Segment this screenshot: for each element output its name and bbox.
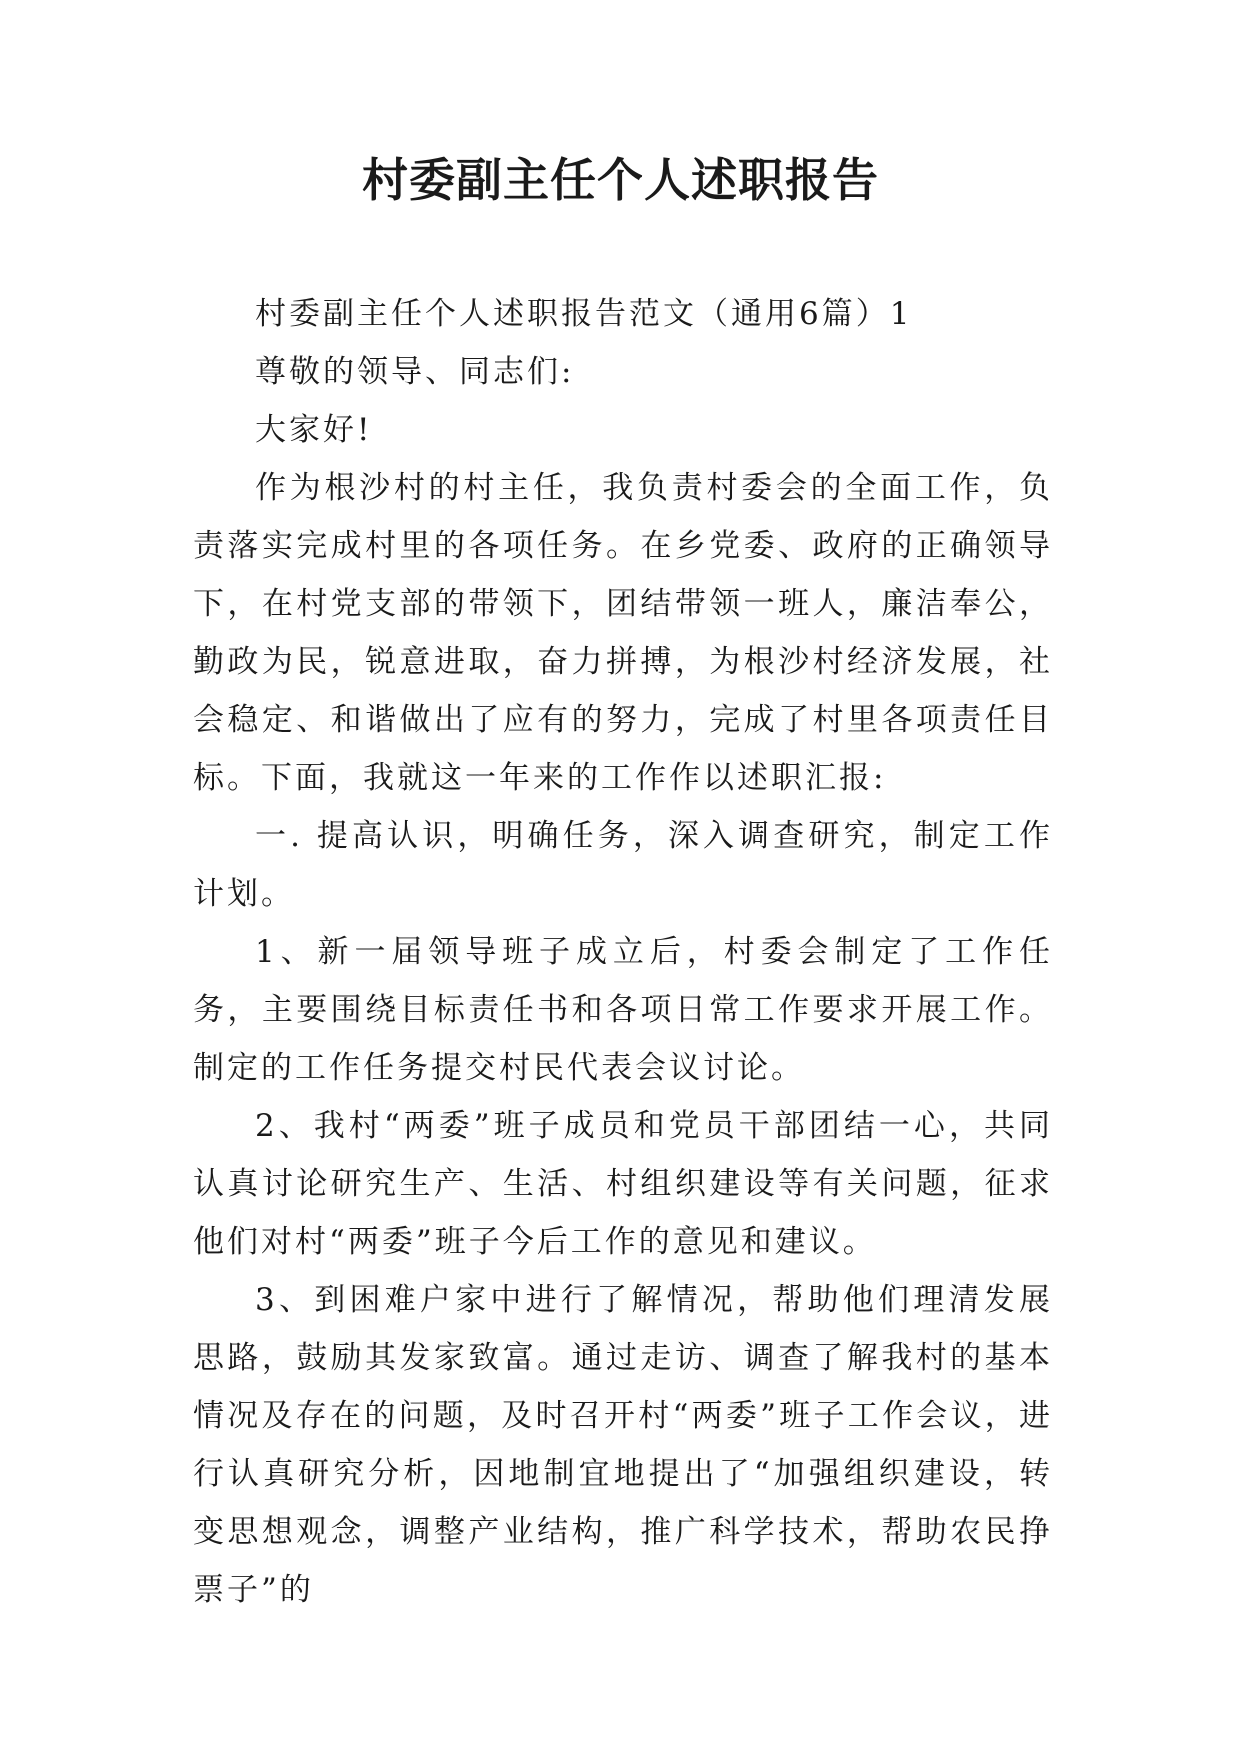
document-title: 村委副主任个人述职报告 — [362, 153, 879, 207]
paragraph-intro: 作为根沙村的村主任，我负责村委会的全面工作，负责落实完成村里的各项任务。在乡党委、政府的正确领导下，在村党支部的带领下，团结带领一班人，廉洁奉公，勤政为民，锐意进取，奋力拼搏，为根沙村经济发展，社会稳定、和谐做出了应有的努力，完成了村里各项责任目标。下面，我就这一年来的工作作以述职汇报: — [193, 470, 1053, 796]
paragraph-item-1: 1、新一届领导班子成立后，村委会制定了工作任务，主要围绕目标责任书和各项日常工作要求开展工作。制定的工作任务提交村民代表会议讨论。 — [193, 934, 1053, 1086]
paragraph-subtitle: 村委副主任个人述职报告范文（通用6篇）1 — [255, 296, 913, 332]
paragraph-item-2: 2、我村“两委”班子成员和党员干部团结一心，共同认真讨论研究生产、生活、村组织建设等有关问题，征求他们对村“两委”班子今后工作的意见和建议。 — [193, 1108, 1053, 1260]
paragraph-salutation: 尊敬的领导、同志们: — [255, 354, 575, 390]
document-body — [193, 285, 1053, 1619]
paragraph-section-heading: 一. 提高认识，明确任务，深入调查研究，制定工作计划。 — [193, 818, 1053, 912]
paragraph-item-3: 3、到困难户家中进行了解情况，帮助他们理清发展思路，鼓励其发家致富。通过走访、调查了解我村的基本情况及存在的问题，及时召开村“两委”班子工作会议，进行认真研究分析，因地制宜地提出了“加强组织建设，转变思想观念，调整产业结构，推广科学技术，帮助农民挣票子”的 — [193, 1282, 1053, 1608]
paragraph-greeting: 大家好! — [255, 412, 373, 448]
